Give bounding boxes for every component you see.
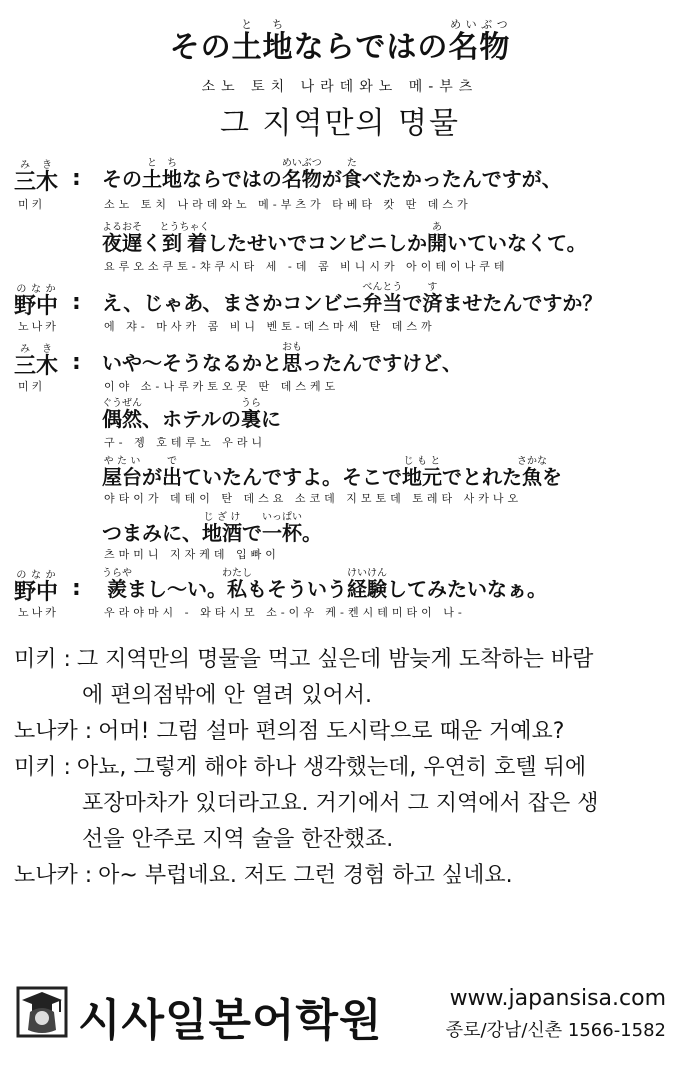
ruby-word: 屋台やたい [102, 456, 142, 489]
page-title [0, 18, 680, 66]
ruby-word: 地酒じざけ [202, 512, 242, 545]
translation-speaker: 노나카 : [14, 863, 93, 888]
text-segment: いや～そうなるかと [102, 351, 282, 375]
speaker-name: 野中のなか [14, 284, 59, 319]
text-segment: まし～い。 [127, 577, 227, 601]
japanese-line [102, 398, 281, 432]
speaker-colon: : [72, 290, 81, 315]
translation [14, 642, 670, 894]
translation-line [14, 678, 670, 714]
ruby-word: 弁当べんとう [362, 282, 403, 315]
text-segment: を [542, 465, 562, 489]
translation-line [14, 750, 670, 786]
ruby-word: 経験けいけん [347, 568, 387, 601]
speaker-name: 三木みき [14, 160, 59, 195]
text-segment: ったんですけど、 [302, 351, 462, 375]
ruby-word: 思おも [282, 342, 302, 375]
brand-name: 시사일본어학원 [78, 995, 383, 1046]
reading-line: 츠마미니 지자케데 입빠이 [104, 548, 280, 561]
translation-line [14, 642, 670, 678]
text-segment: に [261, 407, 281, 431]
branch-phone: 종로/강남/신촌 1566-1582 [445, 1020, 666, 1041]
text-segment: え、じゃあ、まさかコンビニ [102, 291, 363, 315]
speaker-colon: : [72, 576, 81, 601]
speaker-reading: 노나카 [18, 606, 59, 619]
translation-line [14, 822, 670, 858]
speaker-reading: 미키 [18, 380, 46, 393]
japanese-line [102, 568, 547, 602]
translation-text: 아~ 부럽네요. 저도 그런 경험 하고 싶네요. [98, 863, 513, 888]
ruby-word: 開あ [427, 222, 447, 255]
graduation-cap-logo-icon [16, 986, 68, 1038]
reading-line: 에 쟈- 마사카 콤 비니 벤토-데스마세 탄 데스까 [104, 320, 436, 333]
text-segment: でとれた [442, 465, 522, 489]
text-segment: その [169, 30, 232, 65]
translation-speaker: 미키 : [14, 755, 71, 780]
reading-line: 이야 소-나루카토오못 딴 데스케도 [104, 380, 340, 393]
ruby-word: 私わたし [222, 568, 252, 601]
reading-line: 우라야마시 - 와타시모 소-이우 케-켄시테미타이 나- [104, 606, 466, 619]
reading-line: 야타이가 데테이 탄 데스요 소코데 지모토데 토레타 사카나오 [104, 492, 523, 505]
speaker-name: 三木みき [14, 344, 59, 379]
text-segment: したせいでコンビニしか [207, 231, 427, 255]
website-link[interactable]: www.japansisa.com [449, 986, 666, 1011]
ruby-word: 羨うらや [102, 568, 132, 601]
text-segment: その [102, 167, 142, 191]
translation-line [14, 858, 670, 894]
text-segment: が [142, 465, 162, 489]
ruby-word: 出で [162, 456, 182, 489]
reading-line: 소노 토치 나라데와노 메-부츠가 타베타 캇 딴 데스가 [104, 198, 472, 211]
ruby-word: 名物めいぶつ [281, 158, 322, 191]
text-segment: もそういう [247, 577, 347, 601]
text-segment: が [321, 167, 342, 191]
ruby-word: 土地とち [142, 158, 182, 191]
japanese-line [102, 342, 462, 376]
speaker-reading: 노나카 [18, 320, 59, 333]
ruby-word: 到着とうちゃく [159, 222, 210, 255]
text-segment: 。 [302, 521, 322, 545]
translation-line [14, 786, 670, 822]
japanese-line [102, 222, 587, 256]
translation-text: 아뇨, 그렇게 해야 하나 생각했는데, 우연히 호텔 뒤에 [76, 755, 587, 780]
ruby-word: 食た [341, 158, 362, 191]
japanese-line [102, 456, 562, 490]
translation-speaker: 미키 : [14, 647, 71, 672]
text-segment: べたかったんですが、 [361, 167, 562, 191]
ruby-word: 魚さかな [517, 456, 547, 489]
translation-text: 어머! 그럼 설마 편의점 도시락으로 때운 거예요? [98, 719, 565, 744]
text-segment: 、ホテルの [142, 407, 241, 431]
ruby-word: 裏うら [241, 398, 261, 431]
text-segment: してみたいなぁ。 [387, 577, 547, 601]
speaker-reading: 미키 [18, 198, 46, 211]
japanese-line [102, 512, 322, 546]
speaker-colon: : [72, 350, 81, 375]
text-segment: く [142, 231, 162, 255]
text-segment: つまみに、 [102, 521, 202, 545]
reading-line: 구- 젱 호테루노 우라니 [104, 436, 267, 449]
ruby-word: 夜遅よるおそ [102, 222, 142, 255]
translation-text: 포장마차가 있더라고요. 거기에서 그 지역에서 잡은 생 [82, 791, 599, 816]
ruby-word: 土地とち [231, 18, 294, 65]
text-segment: いていなくて。 [447, 231, 587, 255]
title-reading: 소노 토치 나라데와노 메-부츠 [201, 79, 479, 95]
ruby-word: 偶然ぐうぜん [102, 398, 142, 431]
ruby-word: 一杯いっぱい [262, 512, 302, 545]
ruby-word: 地元じもと [402, 456, 442, 489]
text-segment: ならではの [182, 167, 282, 191]
speaker-name: 野中のなか [14, 570, 59, 605]
ruby-word: 済す [422, 282, 443, 315]
translation-text: 선을 안주로 지역 술을 한잔했죠. [82, 827, 394, 852]
translation-line [14, 714, 670, 750]
title-korean: 그 지역만의 명물 [220, 106, 460, 141]
text-segment: で [402, 291, 423, 315]
text-segment: で [242, 521, 262, 545]
reading-line: 요루오소쿠토-챠쿠시타 세 -데 콤 비니시카 아이테이나쿠테 [104, 260, 509, 273]
text-segment: ていたんですよ。そこで [182, 465, 402, 489]
translation-speaker: 노나카 : [14, 719, 93, 744]
ruby-word: 名物めいぶつ [448, 18, 511, 65]
japanese-line [102, 158, 562, 192]
translation-text: 에 편의점밖에 안 열려 있어서. [82, 683, 372, 708]
japanese-line [102, 282, 602, 316]
text-segment: ませたんですか？ [442, 291, 603, 315]
speaker-colon: : [72, 166, 81, 191]
translation-text: 그 지역만의 명물을 먹고 싶은데 밤늦게 도착하는 바람 [76, 647, 594, 672]
text-segment: ならではの [293, 30, 449, 65]
